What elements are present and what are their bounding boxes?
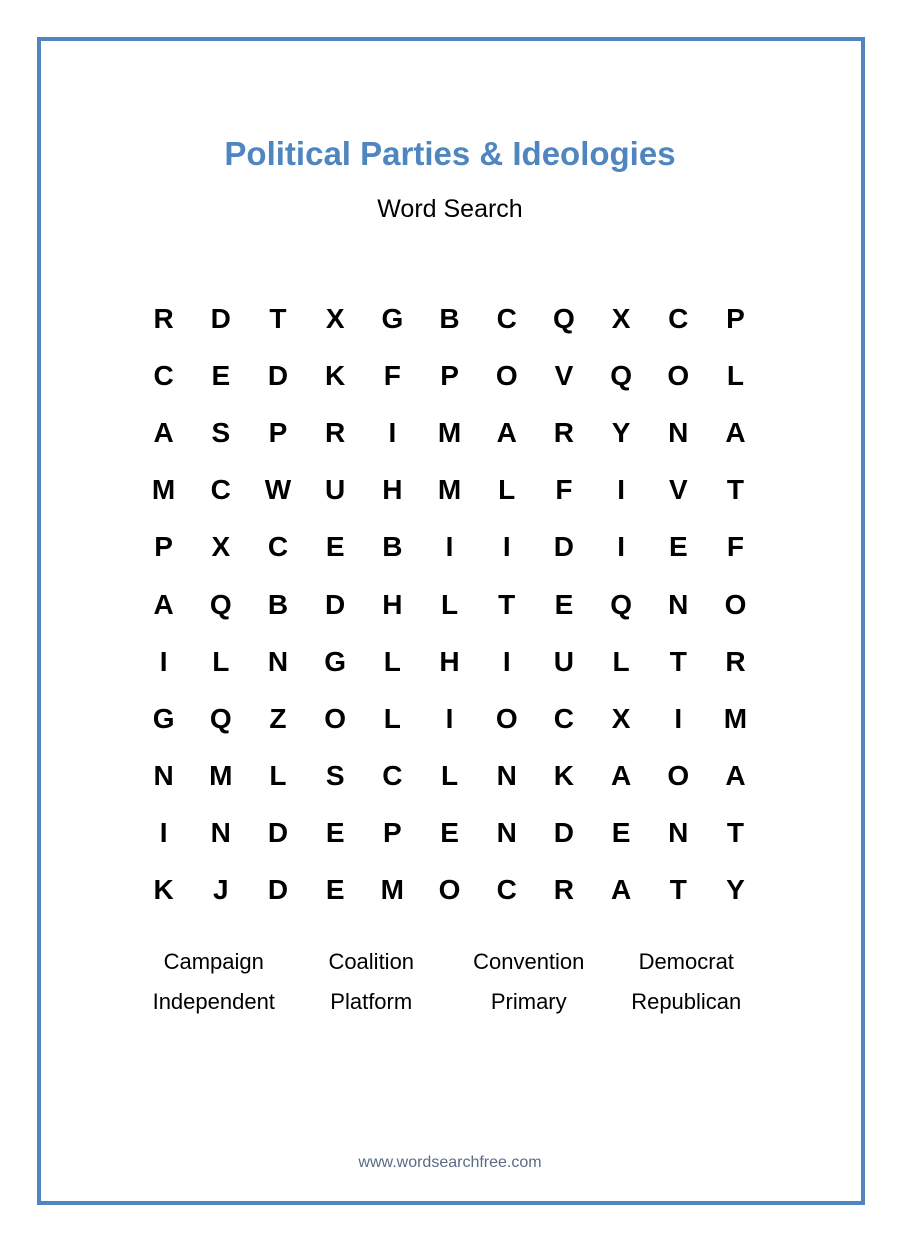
grid-letter: G [381, 302, 404, 334]
grid-letter: F [726, 531, 745, 563]
grid-letter: P [440, 359, 459, 391]
grid-letter: A [725, 760, 746, 792]
grid-letter: T [669, 645, 687, 677]
grid-letter: A [610, 760, 632, 792]
grid-letter: M [151, 474, 176, 506]
grid-letter: X [211, 531, 231, 563]
grid-letter: E [554, 588, 574, 620]
grid-letter: Q [209, 588, 232, 620]
grid-letter: I [674, 702, 683, 734]
grid-letter: Q [209, 702, 232, 734]
grid-letter: O [438, 874, 461, 906]
grid-letter: Q [610, 588, 632, 620]
grid-letter: N [496, 817, 517, 849]
grid-letter: H [382, 474, 403, 506]
grid-letter: C [668, 302, 689, 334]
grid-letter: P [726, 302, 745, 334]
grid-letter: E [611, 817, 631, 849]
grid-letter: C [153, 359, 174, 391]
grid-letter: C [496, 874, 517, 906]
grid-letter: P [383, 817, 402, 849]
grid-letter: P [154, 531, 173, 563]
grid-letter: T [269, 302, 287, 334]
grid-letter: R [153, 302, 174, 334]
grid-letter: S [325, 760, 345, 792]
grid-letter: X [611, 302, 631, 334]
grid-letter: L [726, 359, 745, 391]
grid-letter: N [668, 588, 689, 620]
word-list-item: Platform [330, 989, 413, 1014]
grid-letter: I [159, 645, 168, 677]
grid-letter: T [726, 817, 745, 849]
grid-letter: N [153, 760, 174, 792]
grid-letter: Q [610, 359, 632, 391]
grid-letter: V [554, 359, 574, 391]
grid-letter: N [267, 645, 289, 677]
grid-letter: O [495, 702, 518, 734]
grid-letter: G [324, 645, 347, 677]
grid-letter: I [159, 817, 168, 849]
grid-letter: I [617, 474, 625, 506]
grid-letter: M [437, 416, 462, 448]
grid-letter: O [667, 760, 690, 792]
grid-letter: I [502, 645, 511, 677]
grid-letter: L [498, 474, 516, 506]
word-list [135, 945, 765, 1025]
grid-letter: C [267, 531, 289, 563]
grid-letter: F [555, 474, 573, 506]
grid-letter: D [553, 531, 575, 563]
grid-letter: O [324, 702, 347, 734]
grid-letter: P [268, 416, 288, 448]
grid-letter: L [212, 645, 230, 677]
word-list-item: Convention [473, 949, 585, 974]
word-list-item: Democrat [638, 949, 734, 974]
grid-letter: E [325, 817, 345, 849]
grid-letter: L [383, 645, 401, 677]
grid-letter: K [325, 359, 346, 391]
grid-letter: C [496, 302, 517, 334]
grid-letter: E [440, 817, 459, 849]
word-list-item: Republican [631, 989, 742, 1014]
grid-letter: B [439, 302, 460, 334]
grid-letter: T [669, 874, 687, 906]
grid-letter: X [611, 702, 631, 734]
grid-letter: L [440, 588, 459, 620]
grid-letter: A [610, 874, 632, 906]
grid-letter: O [667, 359, 690, 391]
grid-letter: A [153, 588, 174, 620]
grid-letter: M [380, 874, 404, 906]
grid-letter: K [153, 874, 174, 906]
grid-letter: D [267, 359, 289, 391]
grid-letter: A [153, 416, 174, 448]
grid-letter: I [445, 702, 454, 734]
grid-letter: Y [611, 416, 631, 448]
grid-letter: V [668, 474, 688, 506]
grid-letter: L [440, 760, 459, 792]
grid-letter: I [502, 531, 511, 563]
grid-letter: M [209, 760, 233, 792]
grid-letter: C [553, 702, 575, 734]
grid-letter: U [325, 474, 346, 506]
grid-letter: D [553, 817, 575, 849]
grid-letter: Y [726, 874, 745, 906]
grid-letter: R [553, 874, 575, 906]
grid-letter: E [668, 531, 688, 563]
grid-letter: C [210, 474, 231, 506]
grid-letter: L [612, 645, 630, 677]
grid-letter: N [210, 817, 231, 849]
grid-letter: D [267, 874, 289, 906]
grid-letter: M [723, 702, 748, 734]
grid-letter: D [267, 817, 289, 849]
grid-letter: X [325, 302, 345, 334]
grid-letter: T [498, 588, 516, 620]
grid-letter: A [496, 416, 517, 448]
grid-letter: G [152, 702, 175, 734]
word-list-item: Independent [152, 989, 275, 1014]
grid-letter: A [725, 416, 746, 448]
grid-letter: L [269, 760, 287, 792]
word-list-item: Primary [490, 989, 567, 1014]
grid-letter: H [382, 588, 403, 620]
grid-letter: B [382, 531, 403, 563]
grid-letter: C [382, 760, 403, 792]
grid-letter: K [553, 760, 575, 792]
grid-letter: W [264, 474, 292, 506]
grid-letter: N [496, 760, 517, 792]
grid-letter: O [495, 359, 518, 391]
grid-letter: L [383, 702, 401, 734]
grid-letter: N [668, 817, 689, 849]
grid-letter: D [210, 302, 231, 334]
puzzle-subtitle: Word Search [377, 195, 523, 223]
grid-letter: N [668, 416, 689, 448]
grid-letter: R [325, 416, 346, 448]
grid-letter: H [439, 645, 460, 677]
grid-letter: S [211, 416, 231, 448]
grid-letter: E [211, 359, 231, 391]
word-list-item: Campaign [163, 949, 264, 974]
grid-letter: I [617, 531, 625, 563]
grid-letter: F [383, 359, 401, 391]
word-list-item: Coalition [328, 949, 415, 974]
grid-letter: Q [553, 302, 575, 334]
grid-letter: R [553, 416, 575, 448]
grid-letter: U [553, 645, 575, 677]
grid-letter: T [726, 474, 745, 506]
grid-letter: M [437, 474, 462, 506]
grid-letter: I [445, 531, 454, 563]
grid-letter: E [325, 874, 345, 906]
grid-letter: E [325, 531, 345, 563]
grid-letter: J [212, 874, 229, 906]
puzzle-title: Political Parties & Ideologies [224, 135, 676, 172]
grid-letter: B [267, 588, 289, 620]
footer-url: www.wordsearchfree.com [358, 1154, 542, 1171]
grid-letter: D [325, 588, 346, 620]
grid-letter: R [725, 645, 746, 677]
letter-grid [135, 290, 764, 919]
grid-letter: I [388, 416, 397, 448]
grid-letter: O [724, 588, 747, 620]
grid-letter: Z [269, 702, 287, 734]
